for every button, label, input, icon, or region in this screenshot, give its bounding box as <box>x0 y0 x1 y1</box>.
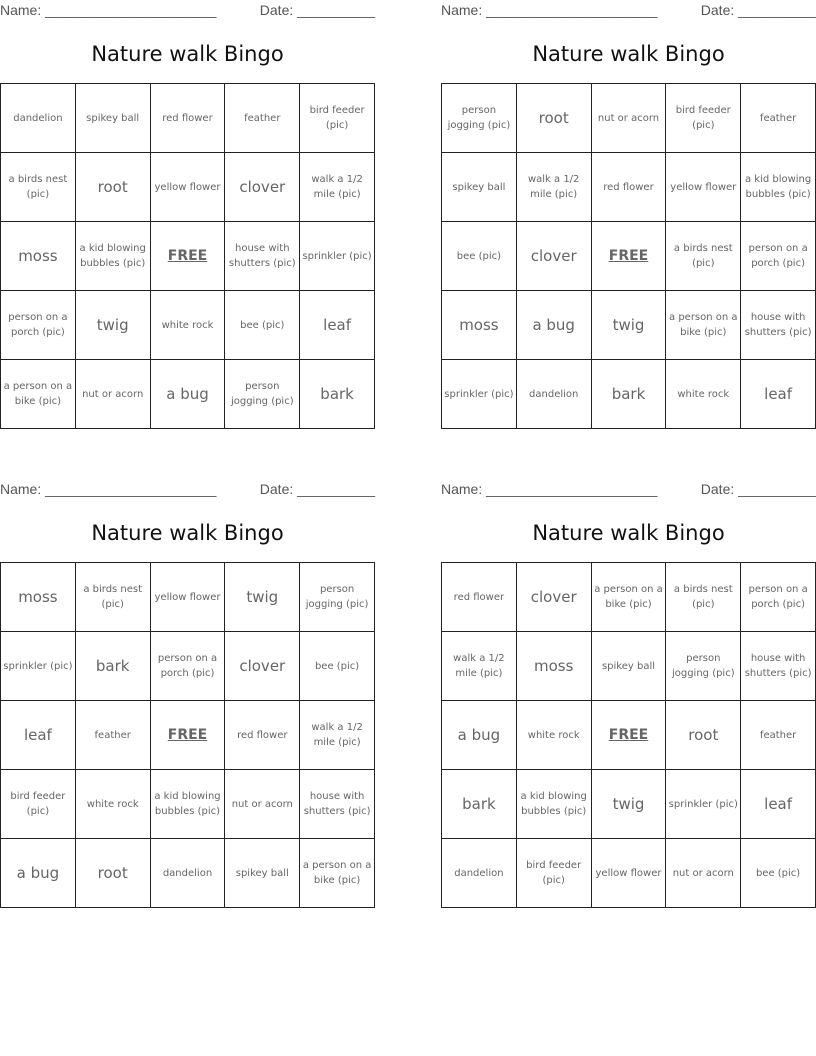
name-date-row <box>441 479 816 501</box>
card-title: Nature walk Bingo <box>532 521 725 545</box>
bingo-cell: a birds nest (pic) <box>1 153 76 222</box>
bingo-cell: white rock <box>75 770 150 839</box>
date-field-label: Date: __________ <box>700 2 816 18</box>
grid-row <box>1 770 375 839</box>
bingo-cell: walk a 1/2 mile (pic) <box>442 632 517 701</box>
bingo-cell: white rock <box>516 701 591 770</box>
grid-row <box>442 563 816 632</box>
bingo-cell: walk a 1/2 mile (pic) <box>516 153 591 222</box>
grid-row <box>442 839 816 908</box>
bingo-cell: nut or acorn <box>225 770 300 839</box>
bingo-cell: bird feeder (pic) <box>666 84 741 153</box>
bingo-cell: person jogging (pic) <box>442 84 517 153</box>
bingo-cell: bark <box>442 770 517 839</box>
grid-row <box>1 153 375 222</box>
bingo-cell: bark <box>300 360 375 429</box>
bingo-cell: a kid blowing bubbles (pic) <box>75 222 150 291</box>
bingo-cell: bird feeder (pic) <box>1 770 76 839</box>
bingo-cell: a person on a bike (pic) <box>666 291 741 360</box>
bingo-cell: person on a porch (pic) <box>741 222 816 291</box>
grid-row <box>1 222 375 291</box>
bingo-cell: clover <box>225 632 300 701</box>
bingo-cell: red flower <box>150 84 225 153</box>
free-space-cell: FREE <box>591 222 666 291</box>
name-date-row <box>441 0 816 22</box>
bingo-cell: dandelion <box>516 360 591 429</box>
bingo-cell: bee (pic) <box>442 222 517 291</box>
bingo-cell: dandelion <box>1 84 76 153</box>
bingo-cell: person on a porch (pic) <box>150 632 225 701</box>
bingo-cell: twig <box>225 563 300 632</box>
bingo-cell: spikey ball <box>225 839 300 908</box>
bingo-cell: red flower <box>225 701 300 770</box>
bingo-cell: root <box>516 84 591 153</box>
bingo-cell: house with shutters (pic) <box>300 770 375 839</box>
bingo-cell: person jogging (pic) <box>666 632 741 701</box>
bingo-cell: bird feeder (pic) <box>516 839 591 908</box>
bingo-cell: feather <box>225 84 300 153</box>
bingo-cell: sprinkler (pic) <box>1 632 76 701</box>
bingo-cell: sprinkler (pic) <box>300 222 375 291</box>
bingo-grid <box>441 562 816 908</box>
free-space-cell: FREE <box>150 701 225 770</box>
bingo-cell: dandelion <box>150 839 225 908</box>
card-title: Nature walk Bingo <box>532 42 725 66</box>
bingo-cell: feather <box>75 701 150 770</box>
grid-row <box>442 701 816 770</box>
bingo-cell: walk a 1/2 mile (pic) <box>300 701 375 770</box>
bingo-cell: a kid blowing bubbles (pic) <box>741 153 816 222</box>
bingo-cell: a person on a bike (pic) <box>591 563 666 632</box>
bingo-cell: house with shutters (pic) <box>741 291 816 360</box>
bingo-cell: yellow flower <box>150 563 225 632</box>
bingo-cell: a bug <box>150 360 225 429</box>
bingo-cell: twig <box>75 291 150 360</box>
bingo-cell: white rock <box>150 291 225 360</box>
bingo-cell: moss <box>516 632 591 701</box>
grid-row <box>442 153 816 222</box>
bingo-cell: a bug <box>516 291 591 360</box>
bingo-cell: bark <box>75 632 150 701</box>
grid-row <box>442 360 816 429</box>
bingo-cell: yellow flower <box>666 153 741 222</box>
bingo-cell: moss <box>1 222 76 291</box>
free-space-cell: FREE <box>150 222 225 291</box>
bingo-cell: a kid blowing bubbles (pic) <box>516 770 591 839</box>
bingo-cell: bird feeder (pic) <box>300 84 375 153</box>
bingo-cell: house with shutters (pic) <box>225 222 300 291</box>
bingo-cell: moss <box>1 563 76 632</box>
bingo-cell: walk a 1/2 mile (pic) <box>300 153 375 222</box>
bingo-cell: sprinkler (pic) <box>442 360 517 429</box>
bingo-cell: a kid blowing bubbles (pic) <box>150 770 225 839</box>
bingo-cell: bee (pic) <box>741 839 816 908</box>
bingo-cell: a person on a bike (pic) <box>1 360 76 429</box>
name-date-row <box>0 0 375 22</box>
bingo-grid <box>0 83 375 429</box>
grid-row <box>442 291 816 360</box>
bingo-grid <box>441 83 816 429</box>
bingo-cell: house with shutters (pic) <box>741 632 816 701</box>
grid-row <box>1 291 375 360</box>
bingo-cell: clover <box>516 563 591 632</box>
bingo-cell: leaf <box>741 360 816 429</box>
bingo-cell: bark <box>591 360 666 429</box>
bingo-cell: nut or acorn <box>666 839 741 908</box>
bingo-cell: root <box>75 153 150 222</box>
bingo-cell: spikey ball <box>442 153 517 222</box>
bingo-cell: a birds nest (pic) <box>666 222 741 291</box>
bingo-cell: a bug <box>442 701 517 770</box>
bingo-cell: nut or acorn <box>591 84 666 153</box>
date-field-label: Date: __________ <box>259 481 375 497</box>
bingo-cell: a birds nest (pic) <box>666 563 741 632</box>
bingo-cell: dandelion <box>442 839 517 908</box>
bingo-cell: leaf <box>741 770 816 839</box>
name-field-label: Name: ______________________ <box>441 2 658 18</box>
grid-row <box>442 632 816 701</box>
bingo-cell: feather <box>741 84 816 153</box>
name-field-label: Name: ______________________ <box>441 481 658 497</box>
card-title: Nature walk Bingo <box>91 521 284 545</box>
grid-row <box>1 360 375 429</box>
grid-row <box>1 701 375 770</box>
bingo-grid <box>0 562 375 908</box>
bingo-card <box>441 479 816 908</box>
bingo-cell: a bug <box>1 839 76 908</box>
bingo-cell: leaf <box>1 701 76 770</box>
bingo-cell: bee (pic) <box>225 291 300 360</box>
bingo-cell: a birds nest (pic) <box>75 563 150 632</box>
bingo-cell: a person on a bike (pic) <box>300 839 375 908</box>
grid-row <box>1 84 375 153</box>
bingo-card <box>441 0 816 429</box>
bingo-cell: feather <box>741 701 816 770</box>
name-date-row <box>0 479 375 501</box>
grid-row <box>1 632 375 701</box>
bingo-cell: person jogging (pic) <box>225 360 300 429</box>
bingo-cell: twig <box>591 770 666 839</box>
bingo-cell: red flower <box>591 153 666 222</box>
bingo-cell: leaf <box>300 291 375 360</box>
card-title: Nature walk Bingo <box>91 42 284 66</box>
grid-row <box>1 839 375 908</box>
bingo-cell: moss <box>442 291 517 360</box>
name-field-label: Name: ______________________ <box>0 2 217 18</box>
bingo-cell: yellow flower <box>591 839 666 908</box>
bingo-cell: person jogging (pic) <box>300 563 375 632</box>
grid-row <box>442 84 816 153</box>
date-field-label: Date: __________ <box>700 481 816 497</box>
bingo-cell: spikey ball <box>591 632 666 701</box>
bingo-cell: root <box>75 839 150 908</box>
bingo-cell: yellow flower <box>150 153 225 222</box>
date-field-label: Date: __________ <box>259 2 375 18</box>
bingo-cell: clover <box>516 222 591 291</box>
bingo-cell: twig <box>591 291 666 360</box>
bingo-card <box>0 479 375 908</box>
bingo-card <box>0 0 375 429</box>
grid-row <box>1 563 375 632</box>
grid-row <box>442 770 816 839</box>
bingo-cell: clover <box>225 153 300 222</box>
grid-row <box>442 222 816 291</box>
bingo-cell: nut or acorn <box>75 360 150 429</box>
bingo-cell: white rock <box>666 360 741 429</box>
bingo-cell: person on a porch (pic) <box>1 291 76 360</box>
name-field-label: Name: ______________________ <box>0 481 217 497</box>
bingo-cell: root <box>666 701 741 770</box>
bingo-cell: person on a porch (pic) <box>741 563 816 632</box>
bingo-cell: bee (pic) <box>300 632 375 701</box>
bingo-cell: red flower <box>442 563 517 632</box>
free-space-cell: FREE <box>591 701 666 770</box>
bingo-cell: spikey ball <box>75 84 150 153</box>
bingo-cell: sprinkler (pic) <box>666 770 741 839</box>
